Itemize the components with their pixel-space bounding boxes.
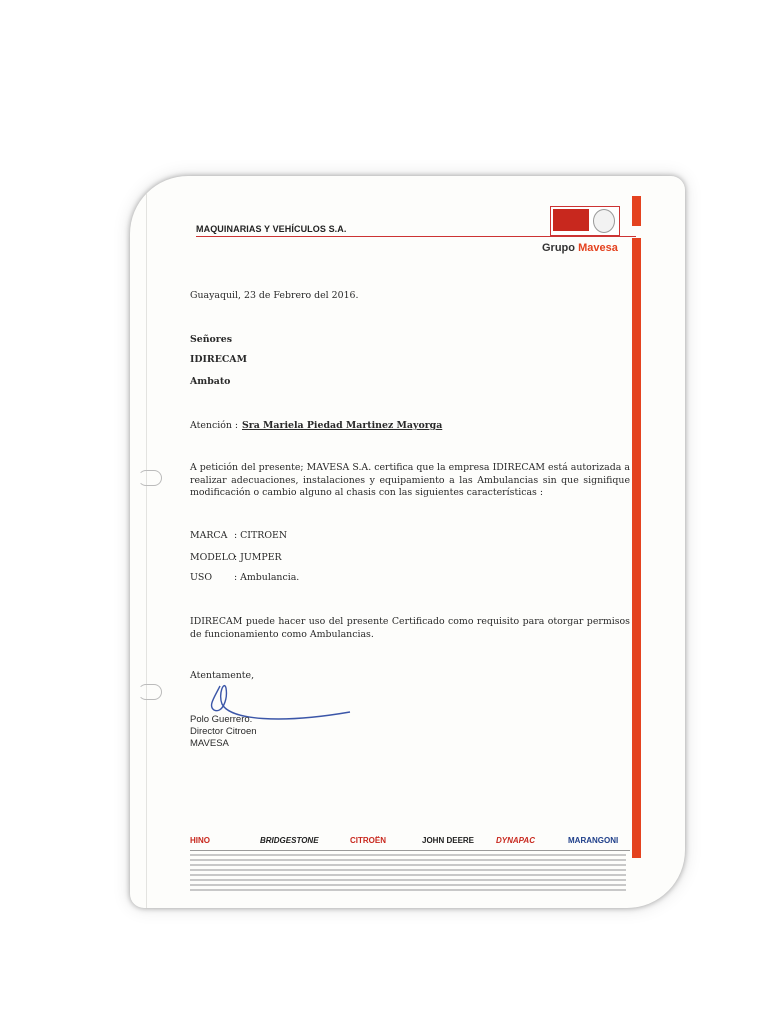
footer-fine-print [190, 854, 626, 898]
footer-rule [190, 850, 630, 851]
brand-name: Mavesa [578, 242, 618, 254]
spec-label-model: MODELO [190, 552, 236, 563]
logo-marangoni: MARANGONI [568, 836, 619, 845]
logo-dynapac: DYNAPAC [496, 836, 535, 845]
logo-hino: HINO [190, 836, 210, 845]
signer-name: Polo Guerrero. [190, 714, 253, 725]
brand-prefix: Grupo [542, 242, 575, 254]
letter-page [130, 176, 685, 908]
certification-badge-icon [550, 206, 620, 236]
body-paragraph: A petición del presente; MAVESA S.A. certifica que la empresa IDIRECAM está autorizada a realizar adecuaciones, instalaciones y equipamiento a las Ambulancias sin que signifique modificación o cambio alguno al chasis con las siguientes características : [190, 462, 630, 498]
valediction: Atentamente, [190, 670, 255, 681]
attention-label: Atención : [190, 420, 239, 431]
brand-logo [542, 242, 618, 254]
signer-title: Director Citroen [190, 726, 257, 737]
page-fold-line [146, 176, 147, 908]
recipient-line-3: Ambato [190, 376, 231, 387]
recipient-line-1: Señores [190, 334, 232, 345]
company-name: MAQUINARIAS Y VEHÍCULOS S.A. [196, 224, 347, 234]
spec-value-brand: : CITROEN [234, 530, 288, 541]
spec-value-model: : JUMPER [234, 552, 282, 563]
spec-label-use: USO [190, 572, 213, 583]
date-line: Guayaquil, 23 de Febrero del 2016. [190, 290, 359, 301]
header-rule [196, 236, 636, 237]
signer-company: MAVESA [190, 738, 229, 749]
paper-clip-icon [138, 684, 162, 700]
closing-paragraph: IDIRECAM puede hacer uso del presente Certificado como requisito para otorgar permisos de funcionamiento como Ambulancias. [190, 616, 630, 640]
side-accent-bar [632, 238, 641, 858]
paper-clip-icon [138, 470, 162, 486]
attention-name: Sra Mariela Piedad Martinez Mayorga [242, 420, 443, 431]
recipient-line-2: IDIRECAM [190, 354, 247, 365]
logo-bridgestone: BRIDGESTONE [260, 836, 319, 845]
logo-john-deere: JOHN DEERE [422, 836, 475, 845]
spec-value-use: : Ambulancia. [234, 572, 300, 583]
spec-label-brand: MARCA [190, 530, 228, 541]
logo-citroen: CITROËN [350, 836, 386, 845]
side-accent-bar-top [632, 196, 641, 226]
